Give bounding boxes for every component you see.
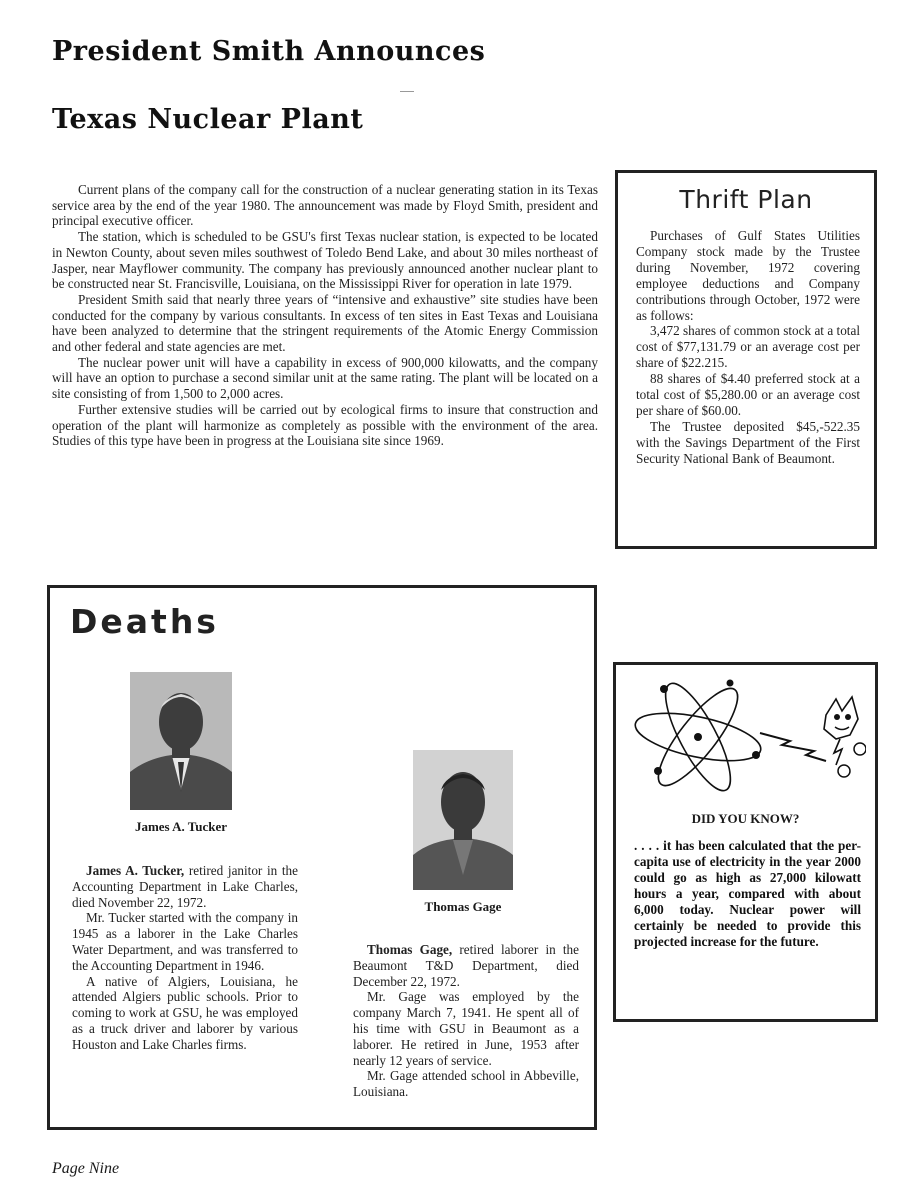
obituary-name: James A. Tucker, [86,863,185,878]
thrift-plan-title: Thrift Plan [679,185,813,214]
gage-obituary [353,942,579,1100]
thrift-plan-body [636,228,860,467]
obituary-name: Thomas Gage, [367,942,453,957]
obituary-paragraph: Mr. Gage was employed by the company March 7, 1941. He spent all of his time with GSU in Beaumont as a laborer. He retired in June, 1953 after nearly 12 years of service. [353,989,579,1068]
page-number: Page Nine [52,1160,120,1177]
divider-mark [400,91,414,92]
headline-line-2: Texas Nuclear Plant [52,104,364,135]
article-body [52,182,598,449]
thrift-paragraph: Purchases of Gulf States Utilities Company stock made by the Trustee during November, 1972 covering employee deductions and Company contributions through October, 1972 were as follows: [636,228,860,323]
tucker-caption: James A. Tucker [134,819,228,834]
obituary-paragraph: A native of Algiers, Louisiana, he attended Algiers public schools. Prior to coming to work at GSU, he was employed as a truck driver and laborer by various Houston and Lake Charles firms. [72,973,298,1052]
reddy-kilowatt-icon [824,697,866,777]
thrift-paragraph: 3,472 shares of common stock at a total cost of $77,131.79 or an average cost per share of $22.215. [636,323,860,371]
did-you-know-title: DID YOU KNOW? [691,811,800,826]
obituary-paragraph [72,863,298,910]
article-paragraph: Current plans of the company call for the construction of a nuclear generating station in its Texas service area by the end of the year 1980. The announcement was made by Floyd Smith, president and principal executive officer. [52,182,598,229]
atom-icon [630,675,866,797]
deaths-box [47,585,597,1130]
deaths-title: Deaths [70,602,219,641]
thrift-paragraph: The Trustee deposited $45,-522.35 with the Savings Department of the First Security National Bank of Beaumont. [636,418,860,466]
did-you-know-box [613,662,878,1022]
obituary-intro: retired laborer in the Beaumont T&D Department, died December 22, 1972. [353,942,579,989]
portrait-icon [413,750,513,890]
article-paragraph: The station, which is scheduled to be GSU's first Texas nuclear station, is expected to be located in Newton County, about seven miles southwest of Toledo Bend Lake, and about 30 miles northeast of Jasper, near Mayflower community. The company has previously announced another nuclear plant to be constructed near St. Francisville, Louisiana, on the Mississippi River for operation in late 1979. [52,229,598,292]
headline-line-1: President Smith Announces [52,36,486,67]
obituary-intro: retired janitor in the Accounting Department in Lake Charles, died November 22, 1972. [72,863,298,910]
article-paragraph: The nuclear power unit will have a capability in excess of 900,000 kilowatts, and the company will have an option to purchase a second similar unit at the same rating. The plant will be located on a site consisting of from 1,500 to 2,000 acres. [52,354,598,402]
thrift-paragraph: 88 shares of $4.40 preferred stock at a total cost of $5,280.00 or an average cost per share of $60.00. [636,371,860,418]
article-paragraph: Further extensive studies will be carried out by ecological firms to insure that construction and operation of the plant will harmonize as completely as possible with the environment of the area. Studies of this type have been in progress at the Louisiana site since 1969. [52,401,598,449]
gage-caption: Thomas Gage [424,899,502,914]
portrait-icon [130,672,232,810]
did-you-know-text: . . . . it has been calculated that the per-capita use of electricity in the year 2000 could go as high as 27,000 kilowatt hours a year, compared with about 6,000 today. Nuclear power will certainly be needed to provide this projected increase for the future. [634,838,861,949]
obituary-paragraph [353,942,579,989]
article-paragraph: President Smith said that nearly three years of “intensive and exhaustive” site studies have been conducted for the company by various consultants. In excess of ten sites in East Texas and Louisiana have been analyzed to determine that the stringent requirements of the Atomic Energy Commission and other federal and state agencies are met. [52,291,598,355]
portrait-photo [413,750,513,890]
tucker-obituary [72,863,298,1053]
obituary-paragraph: Mr. Tucker started with the company in 1945 as a laborer in the Lake Charles Water Department, and was transferred to the Accounting Department in 1946. [72,910,298,973]
portrait-photo [130,672,232,810]
obituary-paragraph: Mr. Gage attended school in Abbeville, Louisiana. [353,1068,579,1100]
thrift-plan-box [615,170,877,549]
